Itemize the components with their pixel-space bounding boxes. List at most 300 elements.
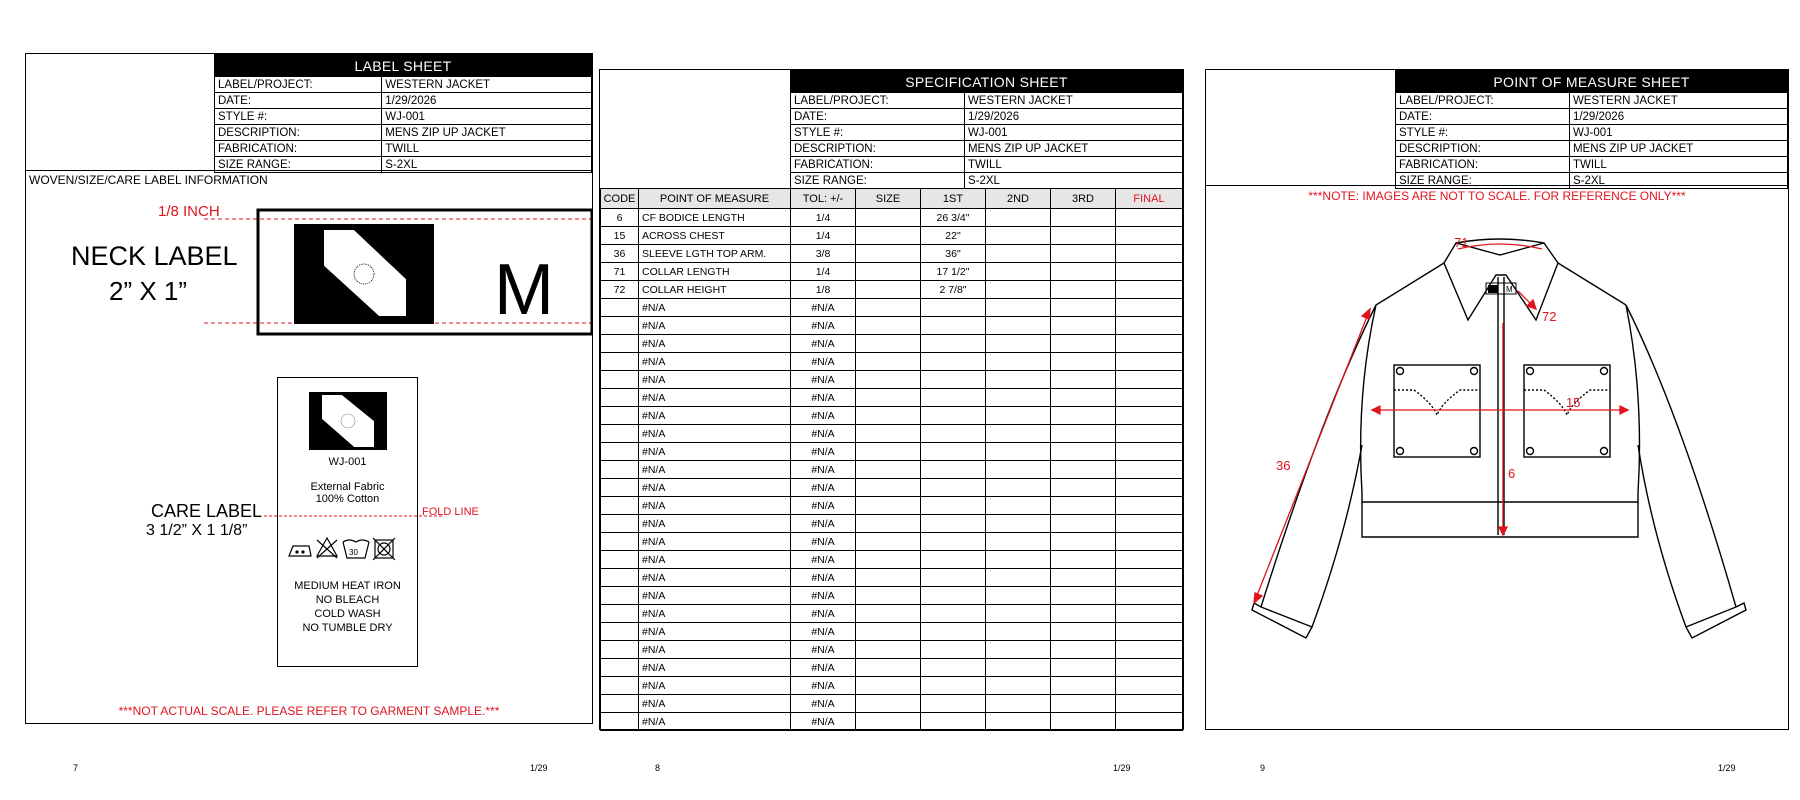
cell-pom: #N/A: [639, 677, 791, 695]
cell-empty: [856, 209, 921, 227]
table-row: [601, 299, 1183, 317]
cell-empty: [856, 425, 921, 443]
cell-code: [601, 443, 639, 461]
cell-code: [601, 461, 639, 479]
cell-empty: [856, 605, 921, 623]
field-label: FABRICATION:: [215, 141, 382, 157]
cell-empty: [986, 533, 1051, 551]
cell-empty: [1051, 227, 1116, 245]
cell-code: [601, 389, 639, 407]
cell-code: [601, 605, 639, 623]
table-row: [601, 641, 1183, 659]
cell-empty: [856, 569, 921, 587]
cell-empty: [986, 263, 1051, 281]
cell-empty: [1116, 281, 1183, 299]
cell-empty: [856, 443, 921, 461]
cell-empty: [856, 335, 921, 353]
cell-first: [921, 371, 986, 389]
cell-tol: #N/A: [791, 677, 856, 695]
cell-first: [921, 389, 986, 407]
cell-empty: [1116, 227, 1183, 245]
field-value: TWILL: [964, 157, 1182, 173]
column-header: POINT OF MEASURE: [639, 189, 791, 209]
header-fields: [791, 93, 1183, 189]
field-label: STYLE #:: [1396, 125, 1570, 141]
cell-pom: #N/A: [639, 695, 791, 713]
table-row: [601, 317, 1183, 335]
callout-6: 6: [1508, 466, 1516, 481]
field-label: LABEL/PROJECT:: [215, 77, 382, 93]
cell-empty: [1116, 443, 1183, 461]
cell-first: 22": [921, 227, 986, 245]
care-label-box: [277, 377, 418, 667]
cell-empty: [1116, 497, 1183, 515]
cell-empty: [986, 569, 1051, 587]
cell-empty: [1051, 659, 1116, 677]
field-label: DESCRIPTION:: [1396, 141, 1570, 157]
care-symbols: [287, 536, 409, 562]
cell-pom: #N/A: [639, 641, 791, 659]
table-row: [601, 623, 1183, 641]
cell-empty: [856, 641, 921, 659]
label-sheet-header: [214, 54, 592, 173]
cell-empty: [1051, 389, 1116, 407]
cell-empty: [1051, 407, 1116, 425]
cell-first: [921, 713, 986, 731]
cell-empty: [1051, 281, 1116, 299]
cell-tol: #N/A: [791, 515, 856, 533]
field-value: TWILL: [1569, 157, 1787, 173]
wash-30-icon: [343, 540, 369, 558]
cell-empty: [856, 479, 921, 497]
cell-tol: #N/A: [791, 551, 856, 569]
cell-empty: [986, 245, 1051, 263]
cell-tol: #N/A: [791, 641, 856, 659]
cell-empty: [1116, 641, 1183, 659]
field-label: DATE:: [791, 109, 965, 125]
field-label: SIZE RANGE:: [215, 157, 382, 173]
header-field-row: [1396, 125, 1788, 141]
header-fields: [215, 77, 592, 173]
spec-sheet-header: [790, 70, 1183, 189]
cell-first: [921, 551, 986, 569]
cell-tol: #N/A: [791, 569, 856, 587]
cell-tol: #N/A: [791, 425, 856, 443]
field-value: WJ-001: [964, 125, 1182, 141]
table-row: [601, 245, 1183, 263]
spec-table: [600, 188, 1183, 731]
column-header: 3RD: [1051, 189, 1116, 209]
spec-sheet-page: [599, 69, 1184, 730]
column-header: SIZE: [856, 189, 921, 209]
cell-tol: #N/A: [791, 443, 856, 461]
cell-first: [921, 425, 986, 443]
header-field-row: [215, 77, 592, 93]
callout-36: 36: [1276, 458, 1291, 473]
cell-pom: ACROSS CHEST: [639, 227, 791, 245]
cell-empty: [1051, 713, 1116, 731]
neck-tag-letter: M: [1506, 285, 1513, 294]
cell-empty: [1116, 533, 1183, 551]
column-header: FINAL: [1116, 189, 1183, 209]
cell-empty: [1116, 389, 1183, 407]
cell-empty: [986, 641, 1051, 659]
cell-empty: [1051, 353, 1116, 371]
cell-empty: [1116, 569, 1183, 587]
cell-empty: [1051, 317, 1116, 335]
cell-empty: [986, 515, 1051, 533]
header-field-row: [1396, 93, 1788, 109]
table-row: [601, 461, 1183, 479]
table-row: [601, 407, 1183, 425]
cell-empty: [1051, 623, 1116, 641]
cell-empty: [1116, 335, 1183, 353]
cell-tol: #N/A: [791, 389, 856, 407]
cell-pom: SLEEVE LGTH TOP ARM.: [639, 245, 791, 263]
cell-tol: #N/A: [791, 695, 856, 713]
cell-pom: #N/A: [639, 443, 791, 461]
cell-empty: [1051, 551, 1116, 569]
cell-code: [601, 569, 639, 587]
header-field-row: [1396, 173, 1788, 189]
cell-pom: #N/A: [639, 317, 791, 335]
cell-empty: [1116, 263, 1183, 281]
cell-tol: #N/A: [791, 335, 856, 353]
cell-code: [601, 695, 639, 713]
cell-tol: 1/4: [791, 263, 856, 281]
cell-code: [601, 515, 639, 533]
cell-empty: [1116, 677, 1183, 695]
cell-tol: #N/A: [791, 605, 856, 623]
cell-code: [601, 353, 639, 371]
cell-pom: #N/A: [639, 497, 791, 515]
table-row: [601, 227, 1183, 245]
field-label: STYLE #:: [215, 109, 382, 125]
neck-label-size: 2” X 1”: [109, 276, 188, 306]
cell-empty: [986, 317, 1051, 335]
cell-empty: [1051, 245, 1116, 263]
cell-empty: [1051, 569, 1116, 587]
cell-tol: #N/A: [791, 353, 856, 371]
header-field-row: [1396, 157, 1788, 173]
cell-empty: [1051, 335, 1116, 353]
cell-empty: [856, 299, 921, 317]
cell-empty: [1051, 677, 1116, 695]
cell-pom: #N/A: [639, 569, 791, 587]
cell-empty: [986, 209, 1051, 227]
table-row: [601, 263, 1183, 281]
field-value: WESTERN JACKET: [382, 77, 592, 93]
table-row: [601, 569, 1183, 587]
cell-empty: [986, 551, 1051, 569]
cell-code: 36: [601, 245, 639, 263]
cell-empty: [986, 389, 1051, 407]
cell-first: 2 7/8": [921, 281, 986, 299]
cell-empty: [1116, 209, 1183, 227]
cell-empty: [1116, 623, 1183, 641]
cell-pom: #N/A: [639, 533, 791, 551]
cell-empty: [856, 533, 921, 551]
cell-empty: [1116, 353, 1183, 371]
iron-icon: [289, 546, 311, 556]
cell-empty: [986, 443, 1051, 461]
header-field-row: [1396, 109, 1788, 125]
cell-empty: [1116, 551, 1183, 569]
page-title: SPECIFICATION SHEET: [791, 71, 1183, 93]
callout-71: 71: [1454, 235, 1469, 250]
cell-pom: COLLAR LENGTH: [639, 263, 791, 281]
cell-pom: COLLAR HEIGHT: [639, 281, 791, 299]
cell-pom: #N/A: [639, 551, 791, 569]
table-row: [601, 443, 1183, 461]
cell-code: [601, 623, 639, 641]
cell-empty: [1116, 299, 1183, 317]
cell-empty: [1116, 605, 1183, 623]
cell-empty: [986, 227, 1051, 245]
header-field-row: [1396, 141, 1788, 157]
cell-tol: #N/A: [791, 533, 856, 551]
cell-first: [921, 407, 986, 425]
care-instruction: NO TUMBLE DRY: [302, 622, 393, 634]
cell-empty: [986, 425, 1051, 443]
field-label: DESCRIPTION:: [215, 125, 382, 141]
cell-empty: [1116, 461, 1183, 479]
cell-empty: [986, 407, 1051, 425]
cell-pom: #N/A: [639, 407, 791, 425]
cell-empty: [1051, 371, 1116, 389]
cell-pom: #N/A: [639, 713, 791, 731]
pom-sheet-header: [1395, 70, 1788, 189]
cell-empty: [1116, 245, 1183, 263]
cell-empty: [856, 497, 921, 515]
table-row: [601, 353, 1183, 371]
cell-empty: [1116, 317, 1183, 335]
cell-first: 17 1/2": [921, 263, 986, 281]
care-fabric-line1: External Fabric: [310, 481, 385, 493]
cell-first: [921, 641, 986, 659]
cell-empty: [986, 299, 1051, 317]
field-value: WESTERN JACKET: [1569, 93, 1787, 109]
cell-code: [601, 659, 639, 677]
neck-size-letter: M: [494, 250, 554, 330]
cell-empty: [986, 461, 1051, 479]
field-value: 1/29/2026: [1569, 109, 1787, 125]
cell-pom: #N/A: [639, 335, 791, 353]
table-row: [601, 425, 1183, 443]
cell-empty: [986, 695, 1051, 713]
field-label: DESCRIPTION:: [791, 141, 965, 157]
field-value: WJ-001: [382, 109, 592, 125]
cell-first: [921, 659, 986, 677]
cell-empty: [1051, 209, 1116, 227]
cell-empty: [856, 227, 921, 245]
table-row: [601, 335, 1183, 353]
cell-empty: [856, 353, 921, 371]
table-row: [601, 497, 1183, 515]
cell-pom: #N/A: [639, 353, 791, 371]
cell-empty: [1116, 425, 1183, 443]
field-value: MENS ZIP UP JACKET: [964, 141, 1182, 157]
care-label-size: 3 1/2” X 1 1/8”: [146, 522, 248, 539]
cell-empty: [1051, 263, 1116, 281]
field-label: SIZE RANGE:: [791, 173, 965, 189]
column-header: 2ND: [986, 189, 1051, 209]
neck-label-drawing: [204, 204, 592, 344]
table-row: [601, 551, 1183, 569]
table-row: [601, 533, 1183, 551]
footer-note: ***NOT ACTUAL SCALE. PLEASE REFER TO GARMENT SAMPLE.***: [118, 704, 500, 718]
cell-empty: [986, 623, 1051, 641]
cell-empty: [1051, 605, 1116, 623]
cell-first: [921, 443, 986, 461]
header-field-row: [791, 141, 1183, 157]
cell-code: [601, 587, 639, 605]
table-row: [601, 695, 1183, 713]
cell-empty: [1116, 587, 1183, 605]
field-label: SIZE RANGE:: [1396, 173, 1570, 189]
field-value: TWILL: [382, 141, 592, 157]
field-value: WESTERN JACKET: [964, 93, 1182, 109]
callout-72: 72: [1542, 309, 1557, 324]
cell-empty: [856, 659, 921, 677]
neck-label-title: NECK LABEL: [71, 241, 238, 271]
table-row: [601, 281, 1183, 299]
table-row: [601, 515, 1183, 533]
field-value: S-2XL: [382, 157, 592, 173]
header-field-row: [215, 125, 592, 141]
page-date: 1/29: [1113, 763, 1131, 773]
jacket-flat-drawing: [1206, 205, 1790, 725]
cell-code: [601, 533, 639, 551]
cell-tol: #N/A: [791, 713, 856, 731]
cell-empty: [986, 587, 1051, 605]
svg-text:30: 30: [348, 548, 358, 557]
care-instruction: NO BLEACH: [315, 594, 380, 606]
field-label: DATE:: [215, 93, 382, 109]
cell-code: 15: [601, 227, 639, 245]
field-value: MENS ZIP UP JACKET: [382, 125, 592, 141]
cell-empty: [856, 551, 921, 569]
cell-first: [921, 605, 986, 623]
cell-pom: #N/A: [639, 425, 791, 443]
cell-empty: [986, 371, 1051, 389]
cell-empty: [856, 407, 921, 425]
cell-tol: #N/A: [791, 659, 856, 677]
table-row: [601, 587, 1183, 605]
table-row: [601, 605, 1183, 623]
column-header: 1ST: [921, 189, 986, 209]
cell-code: 72: [601, 281, 639, 299]
cell-tol: #N/A: [791, 317, 856, 335]
cell-code: [601, 479, 639, 497]
cell-code: [601, 677, 639, 695]
page-date: 1/29: [1718, 763, 1736, 773]
header-fields: [1396, 93, 1788, 189]
cell-first: [921, 623, 986, 641]
page-title: LABEL SHEET: [215, 55, 592, 77]
cell-pom: #N/A: [639, 515, 791, 533]
cell-empty: [986, 479, 1051, 497]
cell-tol: #N/A: [791, 623, 856, 641]
care-fabric-line2: 100% Cotton: [315, 493, 380, 505]
cell-pom: #N/A: [639, 605, 791, 623]
care-instruction: MEDIUM HEAT IRON: [294, 580, 401, 592]
table-row: [601, 389, 1183, 407]
page-number: 8: [655, 763, 661, 773]
cell-empty: [1051, 497, 1116, 515]
page-number: 9: [1260, 763, 1266, 773]
cell-empty: [1051, 443, 1116, 461]
cell-pom: #N/A: [639, 461, 791, 479]
cell-code: [601, 551, 639, 569]
cell-first: [921, 695, 986, 713]
page-number: 7: [73, 763, 79, 773]
table-row: [601, 713, 1183, 731]
cell-empty: [986, 497, 1051, 515]
field-label: LABEL/PROJECT:: [1396, 93, 1570, 109]
cell-empty: [1116, 479, 1183, 497]
cell-empty: [856, 371, 921, 389]
cell-empty: [1051, 299, 1116, 317]
field-label: FABRICATION:: [1396, 157, 1570, 173]
cell-empty: [1051, 533, 1116, 551]
cell-first: [921, 461, 986, 479]
table-row: [601, 659, 1183, 677]
cell-code: [601, 425, 639, 443]
neck-tag-logo-icon: [1488, 285, 1498, 293]
cell-pom: #N/A: [639, 479, 791, 497]
field-label: LABEL/PROJECT:: [791, 93, 965, 109]
cell-empty: [986, 353, 1051, 371]
page-title: POINT OF MEASURE SHEET: [1396, 71, 1788, 93]
cell-empty: [986, 677, 1051, 695]
header-field-row: [791, 93, 1183, 109]
cell-empty: [856, 263, 921, 281]
cell-empty: [1116, 695, 1183, 713]
cell-code: [601, 407, 639, 425]
cell-code: [601, 641, 639, 659]
field-value: S-2XL: [964, 173, 1182, 189]
cell-empty: [856, 587, 921, 605]
cell-empty: [986, 713, 1051, 731]
table-row: [601, 677, 1183, 695]
cell-empty: [1051, 479, 1116, 497]
cell-empty: [856, 515, 921, 533]
field-value: 1/29/2026: [382, 93, 592, 109]
header-field-row: [215, 109, 592, 125]
field-label: DATE:: [1396, 109, 1570, 125]
cell-code: [601, 299, 639, 317]
cell-empty: [856, 245, 921, 263]
cell-empty: [1051, 695, 1116, 713]
care-label-title: CARE LABEL: [151, 501, 263, 521]
cell-first: 26 3/4": [921, 209, 986, 227]
cell-tol: #N/A: [791, 497, 856, 515]
cell-first: [921, 317, 986, 335]
cell-pom: #N/A: [639, 587, 791, 605]
table-row: [601, 209, 1183, 227]
cell-code: [601, 317, 639, 335]
cell-empty: [986, 335, 1051, 353]
cell-first: [921, 479, 986, 497]
page-date: 1/29: [530, 763, 548, 773]
cell-first: [921, 299, 986, 317]
cell-code: [601, 335, 639, 353]
cell-empty: [1116, 713, 1183, 731]
cell-empty: [986, 281, 1051, 299]
table-row: [601, 371, 1183, 389]
cell-empty: [856, 623, 921, 641]
